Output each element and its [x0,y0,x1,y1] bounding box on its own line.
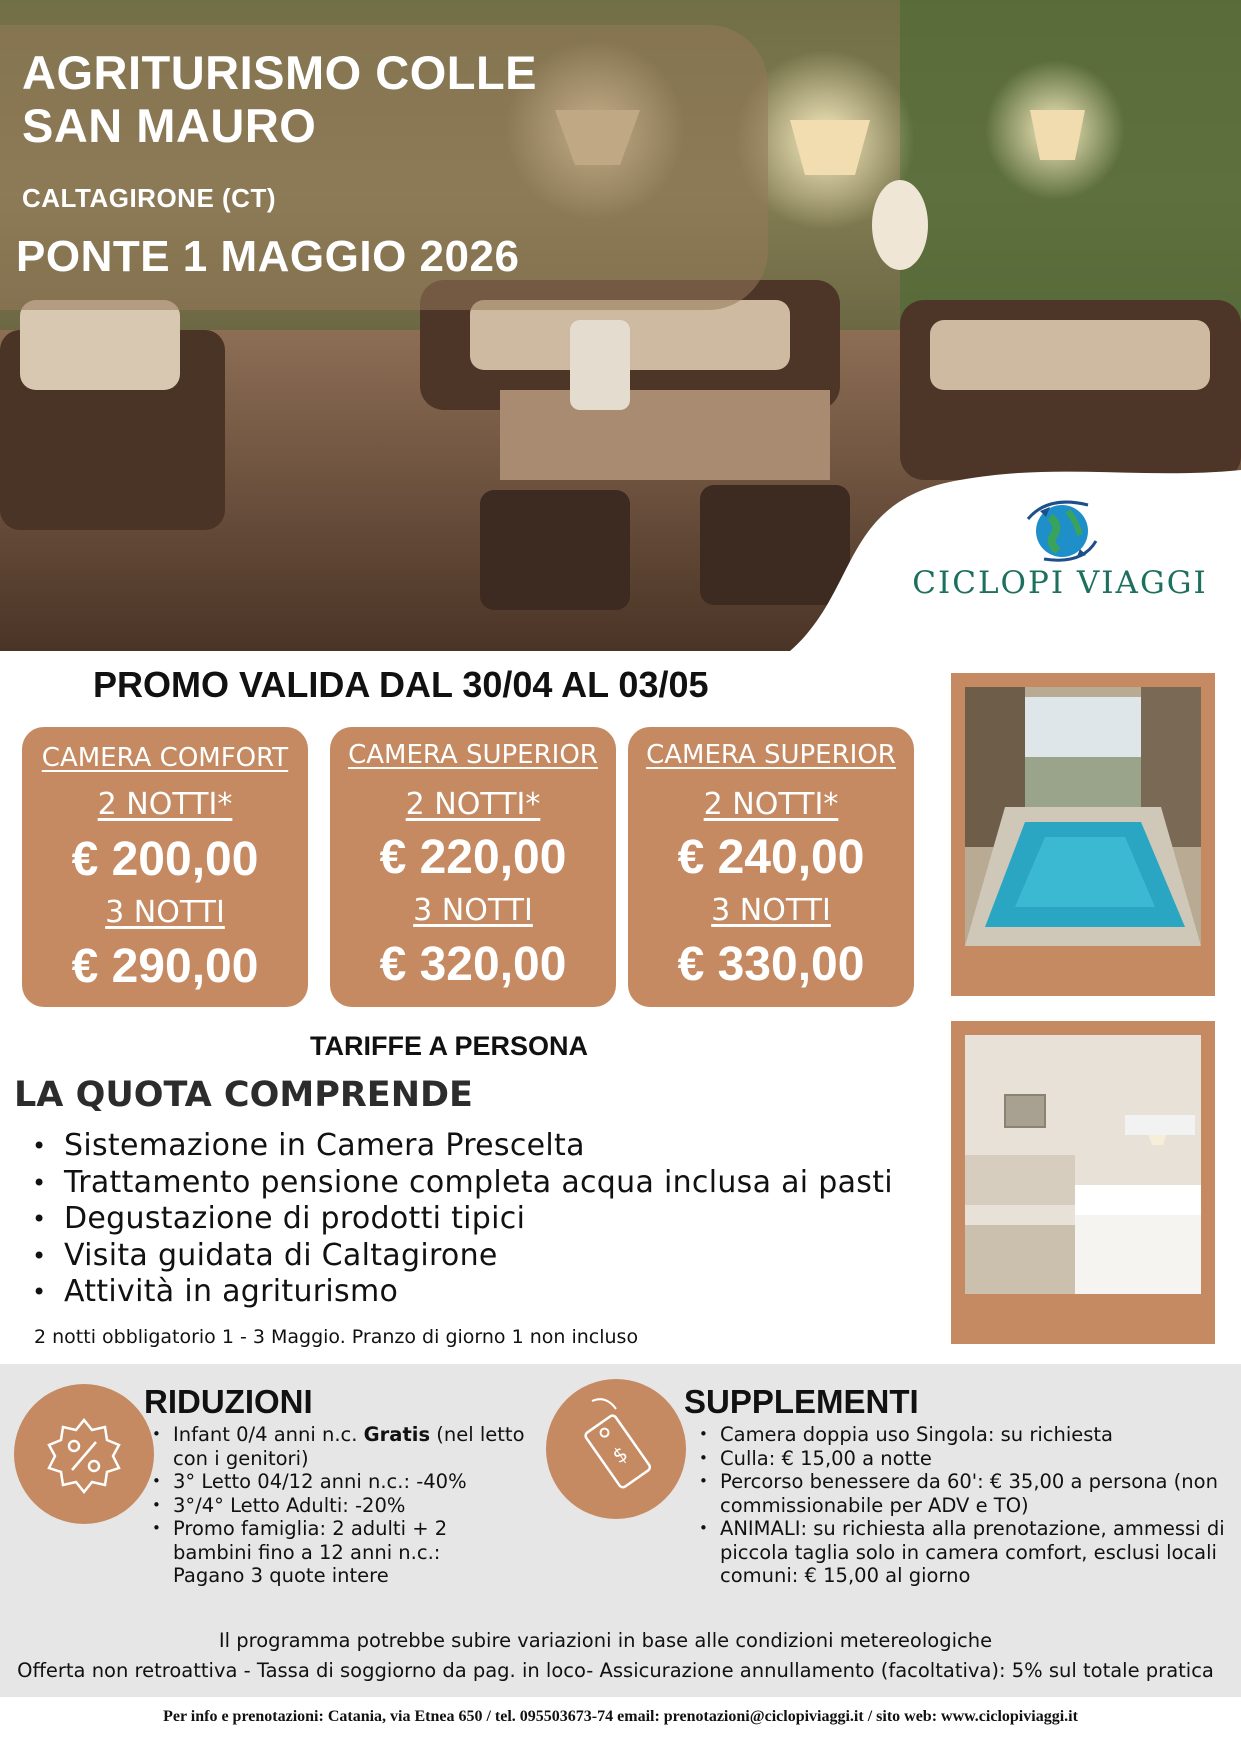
price-3-nights: € 330,00 [677,938,865,991]
quota-title: LA QUOTA COMPRENDE [14,1075,473,1115]
riduzioni-list [148,1423,528,1588]
discount-circle [14,1384,154,1524]
svg-text:$: $ [607,1441,633,1469]
location: CALTAGIRONE (CT) [22,183,276,213]
item-text: Infant 0/4 anni n.c. [173,1423,364,1446]
tariffe-label: TARIFFE A PERSONA [310,1031,589,1061]
price-2-nights: € 200,00 [71,833,259,886]
weather-disclaimer: Il programma potrebbe subire variazioni in base alle condizioni metereologiche [218,1629,993,1652]
riduzioni-title: RIDUZIONI [144,1383,313,1420]
nights-2: 2 NOTTI* [405,787,541,822]
supplementi-list [695,1423,1225,1588]
nights-2: 2 NOTTI* [97,787,233,822]
list-item: • Visita guidata di Caltagirone [30,1238,893,1275]
list-item: • Camera doppia uso Singola: su richiesta [695,1423,1215,1447]
room-type: CAMERA SUPERIOR [646,740,896,770]
nights-3: 3 NOTTI [711,893,831,928]
price-3-nights: € 320,00 [379,938,567,991]
list-item: • Degustazione di prodotti tipici [30,1201,893,1238]
room-photo-frame [951,1021,1215,1344]
list-item: • 3°/4° Letto Adulti: -20% [148,1494,528,1518]
nights-3: 3 NOTTI [105,895,225,930]
list-item: • Sistemazione in Camera Prescelta [30,1128,893,1165]
included-list [30,1128,893,1311]
price-2-nights: € 240,00 [677,831,865,884]
contact-footer [0,1705,1241,1756]
globe-plane-icon [890,495,1230,565]
supplementi-title: SUPPLEMENTI [684,1383,919,1420]
list-item: • Promo famiglia: 2 adulti + 2 bambini fino a 12 anni n.c.: Pagano 3 quote intere [148,1517,503,1588]
list-item: • ANIMALI: su richiesta alla prenotazione, ammessi di piccola taglia solo in camera comfort, esclusi locali comuni: € 15,00 al giorno [695,1517,1225,1588]
room-type: CAMERA COMFORT [41,743,289,773]
item-text: (nel letto con i genitori) [173,1423,525,1470]
list-item: • Trattamento pensione completa acqua inclusa ai pasti [30,1165,893,1202]
list-item: • 3° Letto 04/12 anni n.c.: -40% [148,1470,528,1494]
room-type: CAMERA SUPERIOR [348,740,598,770]
pool-photo-frame [951,673,1215,996]
contact-info: Per info e prenotazioni: Catania, via Etnea 650 / tel. 095503673-74 email: prenotazioni@ciclopiviaggi.it / sito web: www.ciclopiviaggi.it [163,1708,1078,1725]
list-item: • Attività in agriturismo [30,1274,893,1311]
price-card-comfort [22,727,308,1007]
nights-2: 2 NOTTI* [703,787,839,822]
nights-3: 3 NOTTI [413,893,533,928]
bedroom-photo [965,1035,1201,1294]
tag-circle [546,1379,686,1519]
company-logo [890,495,1230,625]
item-bold: Gratis [363,1423,431,1446]
list-item: • Percorso benessere da 60': € 35,00 a persona (non commissionabile per ADV e TO) [695,1470,1220,1517]
event-title: PONTE 1 MAGGIO 2026 [16,232,520,281]
indoor-pool-photo [965,687,1201,946]
hotel-name-line2: SAN MAURO [22,99,317,152]
stay-note: 2 notti obbligatorio 1 - 3 Maggio. Pranzo di giorno 1 non incluso [34,1326,639,1348]
offer-terms: Offerta non retroattiva - Tassa di soggiorno da pag. in loco- Assicurazione annullamento (facoltativa): 5% sul totale pratica [17,1659,1214,1682]
hotel-name-line1: AGRITURISMO COLLE [22,46,538,99]
price-2-nights: € 220,00 [379,831,567,884]
price-3-nights: € 290,00 [71,940,259,993]
logo-text: CICLOPI VIAGGI [912,565,1208,601]
hero-image [0,0,1241,651]
price-card-superior-1 [330,727,616,1007]
promo-validity: PROMO VALIDA DAL 30/04 AL 03/05 [93,664,709,705]
list-item: • Culla: € 15,00 a notte [695,1447,1215,1471]
discount-badge-icon [14,1384,154,1524]
conditions-band [0,1364,1241,1697]
price-card-superior-2 [628,727,914,1007]
list-item [148,1423,528,1470]
price-tag-icon [546,1379,686,1519]
